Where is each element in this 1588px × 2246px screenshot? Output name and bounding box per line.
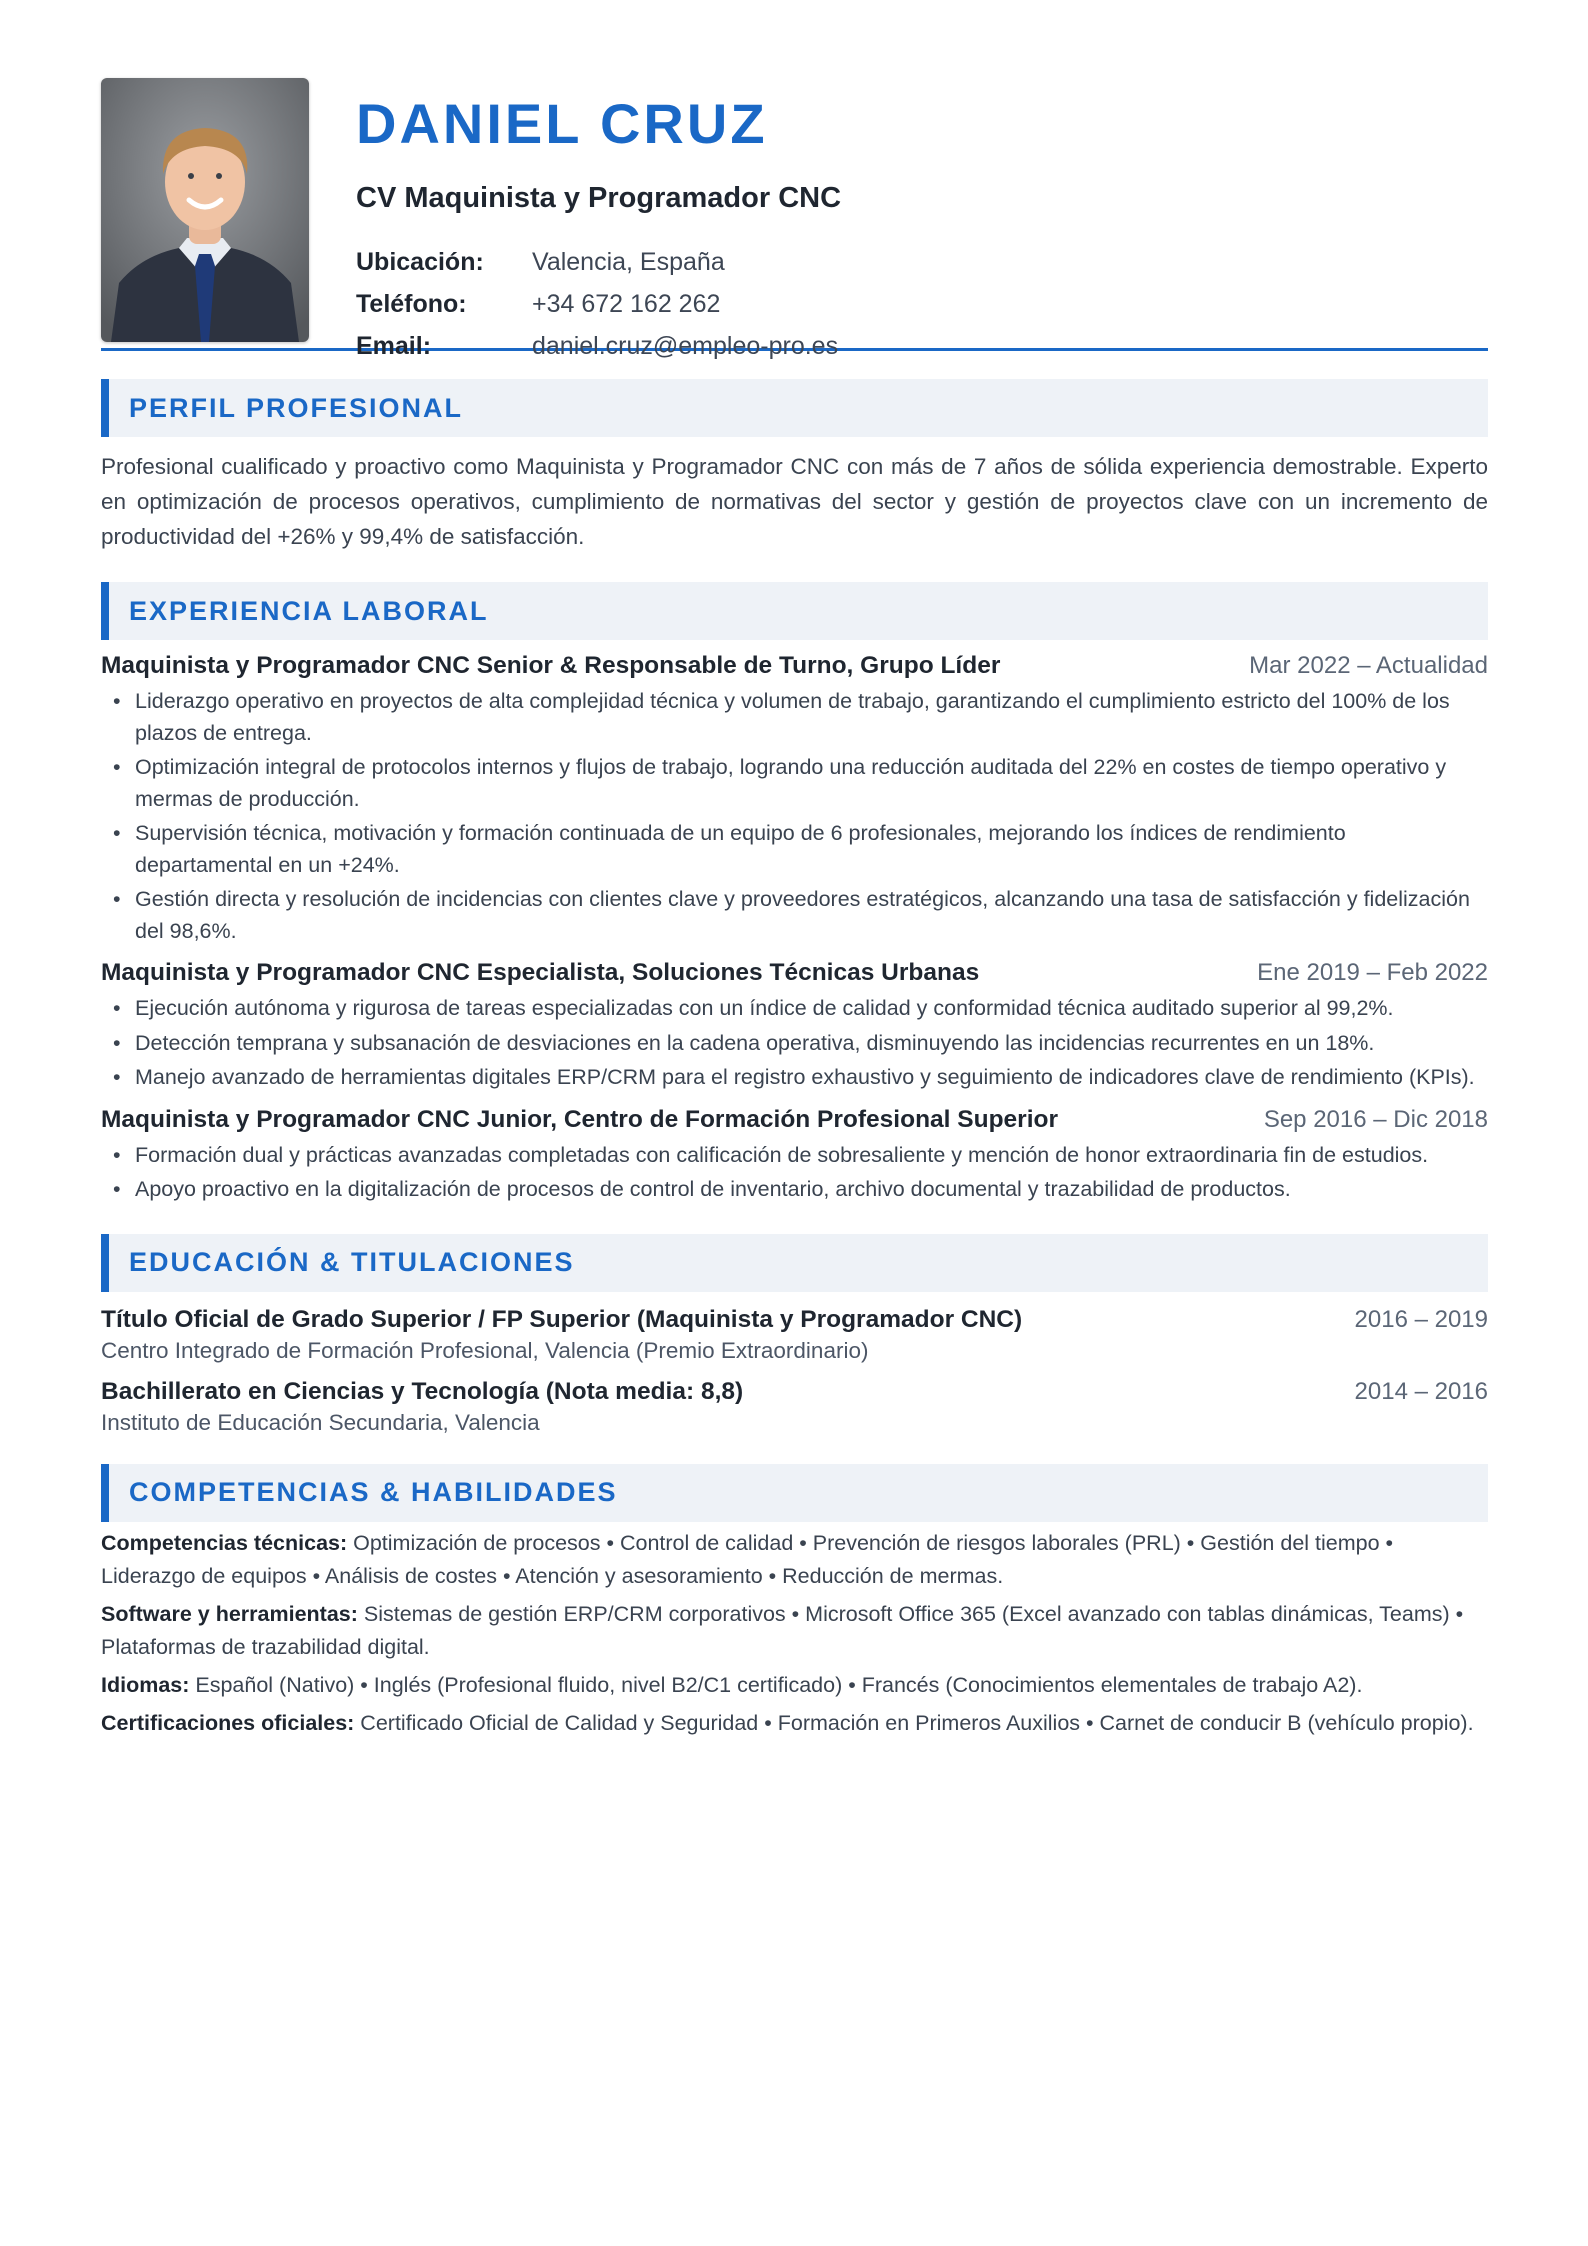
education-entry [101, 1378, 1488, 1436]
bullet-item: • Formación dual y prácticas avanzadas completadas con calificación de sobresaliente y mención de honor extraordinaria fin de estudios. [101, 1140, 1488, 1172]
section-title: PERFIL PROFESIONAL [129, 392, 464, 423]
job-title: Maquinista y Programador CNC Senior & Responsable de Turno, Grupo Líder [101, 652, 1001, 679]
section-header-education [101, 1234, 1488, 1292]
bullet-item: • Supervisión técnica, motivación y formación continuada de un equipo de 6 profesionales, mejorando los índices de rendimiento departamental en un +24%. [101, 818, 1488, 881]
skill-label: Idiomas: [101, 1672, 190, 1697]
contact-label: Teléfono: [356, 289, 467, 318]
skill-label: Competencias técnicas: [101, 1530, 348, 1555]
contact-value: daniel.cruz@empleo-pro.es [532, 331, 839, 360]
job-bullets [101, 686, 1488, 947]
bullet-item: • Liderazgo operativo en proyectos de alta complejidad técnica y volumen de trabajo, garantizando el cumplimiento estricto del 100% de los plazos de entrega. [101, 686, 1488, 749]
job-title: Maquinista y Programador CNC Junior, Centro de Formación Profesional Superior [101, 1105, 1059, 1133]
contact-row-email [356, 325, 841, 367]
section-title: EXPERIENCIA LABORAL [129, 595, 489, 626]
job-entry [101, 959, 1488, 1094]
candidate-name: DANIEL CRUZ [356, 92, 768, 155]
skill-line [101, 1707, 1488, 1740]
contact-row-phone [356, 283, 841, 325]
skill-label: Certificaciones oficiales: [101, 1710, 355, 1735]
institution: Centro Integrado de Formación Profesional, Valencia (Premio Extraordinario) [101, 1337, 869, 1363]
job-title: Maquinista y Programador CNC Especialista, Soluciones Técnicas Urbanas [101, 959, 980, 986]
cv-subtitle: CV Maquinista y Programador CNC [356, 182, 842, 214]
contact-row-location [356, 241, 841, 283]
degree-date: 2014 – 2016 [1354, 1377, 1488, 1405]
profile-photo [101, 78, 309, 342]
contact-value: Valencia, España [532, 247, 725, 276]
education-entry [101, 1306, 1488, 1364]
institution: Instituto de Educación Secundaria, Valencia [101, 1409, 540, 1435]
skill-text: Sistemas de gestión ERP/CRM corporativos • Microsoft Office 365 (Excel avanzado con tablas dinámicas, Teams) • Plataformas de trazabilidad digital. [101, 1601, 1464, 1659]
skill-line [101, 1669, 1488, 1702]
contact-label: Email: [356, 331, 432, 360]
job-date: Mar 2022 – Actualidad [1249, 652, 1488, 679]
job-bullets [101, 1140, 1488, 1206]
skill-label: Software y herramientas: [101, 1601, 358, 1626]
bullet-item: • Apoyo proactivo en la digitalización de procesos de control de inventario, archivo documental y trazabilidad de productos. [101, 1174, 1488, 1206]
section-header-skills [101, 1464, 1488, 1522]
job-bullets [101, 993, 1488, 1094]
skill-text: Certificado Oficial de Calidad y Seguridad • Formación en Primeros Auxilios • Carnet de conducir B (vehículo propio). [354, 1710, 1474, 1735]
bullet-item: • Optimización integral de protocolos internos y flujos de trabajo, logrando una reducción auditada del 22% en costes de tiempo operativo y mermas de producción. [101, 752, 1488, 815]
degree-title: Título Oficial de Grado Superior / FP Superior (Maquinista y Programador CNC) [101, 1305, 1023, 1333]
section-header-profile [101, 379, 1488, 437]
section-title: EDUCACIÓN & TITULACIONES [129, 1247, 575, 1277]
job-date: Ene 2019 – Feb 2022 [1257, 959, 1488, 986]
job-entry [101, 652, 1488, 947]
skill-text: Español (Nativo) • Inglés (Profesional fluido, nivel B2/C1 certificado) • Francés (Conocimientos elementales de trabajo A2). [189, 1672, 1363, 1697]
bullet-item: • Detección temprana y subsanación de desviaciones en la cadena operativa, disminuyendo las incidencias recurrentes en un 18%. [101, 1028, 1488, 1060]
contact-label: Ubicación: [356, 247, 484, 276]
bullet-item: • Gestión directa y resolución de incidencias con clientes clave y proveedores estratégicos, alcanzando una tasa de satisfacción y fidelización del 98,6%. [101, 884, 1488, 947]
degree-title: Bachillerato en Ciencias y Tecnología (Nota media: 8,8) [101, 1377, 744, 1405]
profile-text: Profesional cualificado y proactivo como Maquinista y Programador CNC con más de 7 años de sólida experiencia demostrable. Experto en optimización de procesos operativos, cumplimiento de normativas del sector y gestión de proyectos clave con un incremento de productividad del +26% y 99,4% de satisfacción. [101, 454, 1488, 549]
section-title: COMPETENCIAS & HABILIDADES [129, 1477, 618, 1507]
skill-line [101, 1527, 1488, 1593]
contact-value: +34 672 162 262 [532, 289, 721, 318]
resume-header [101, 78, 1488, 360]
bullet-item: • Ejecución autónoma y rigurosa de tareas especializadas con un índice de calidad y conformidad técnica auditado superior al 99,2%. [101, 993, 1488, 1025]
job-entry [101, 1106, 1488, 1206]
skill-text: Optimización de procesos • Control de calidad • Prevención de riesgos laborales (PRL) • Gestión del tiempo • Liderazgo de equipos • Análisis de costes • Atención y asesoramiento • Reducción de mermas. [101, 1530, 1394, 1588]
degree-date: 2016 – 2019 [1354, 1305, 1488, 1333]
header-text [356, 78, 841, 367]
section-header-experience [101, 582, 1488, 640]
bullet-item: • Manejo avanzado de herramientas digitales ERP/CRM para el registro exhaustivo y seguimiento de indicadores clave de rendimiento (KPIs). [101, 1062, 1488, 1094]
job-date: Sep 2016 – Dic 2018 [1263, 1105, 1488, 1133]
contact-info [356, 241, 841, 367]
skill-line [101, 1598, 1488, 1664]
